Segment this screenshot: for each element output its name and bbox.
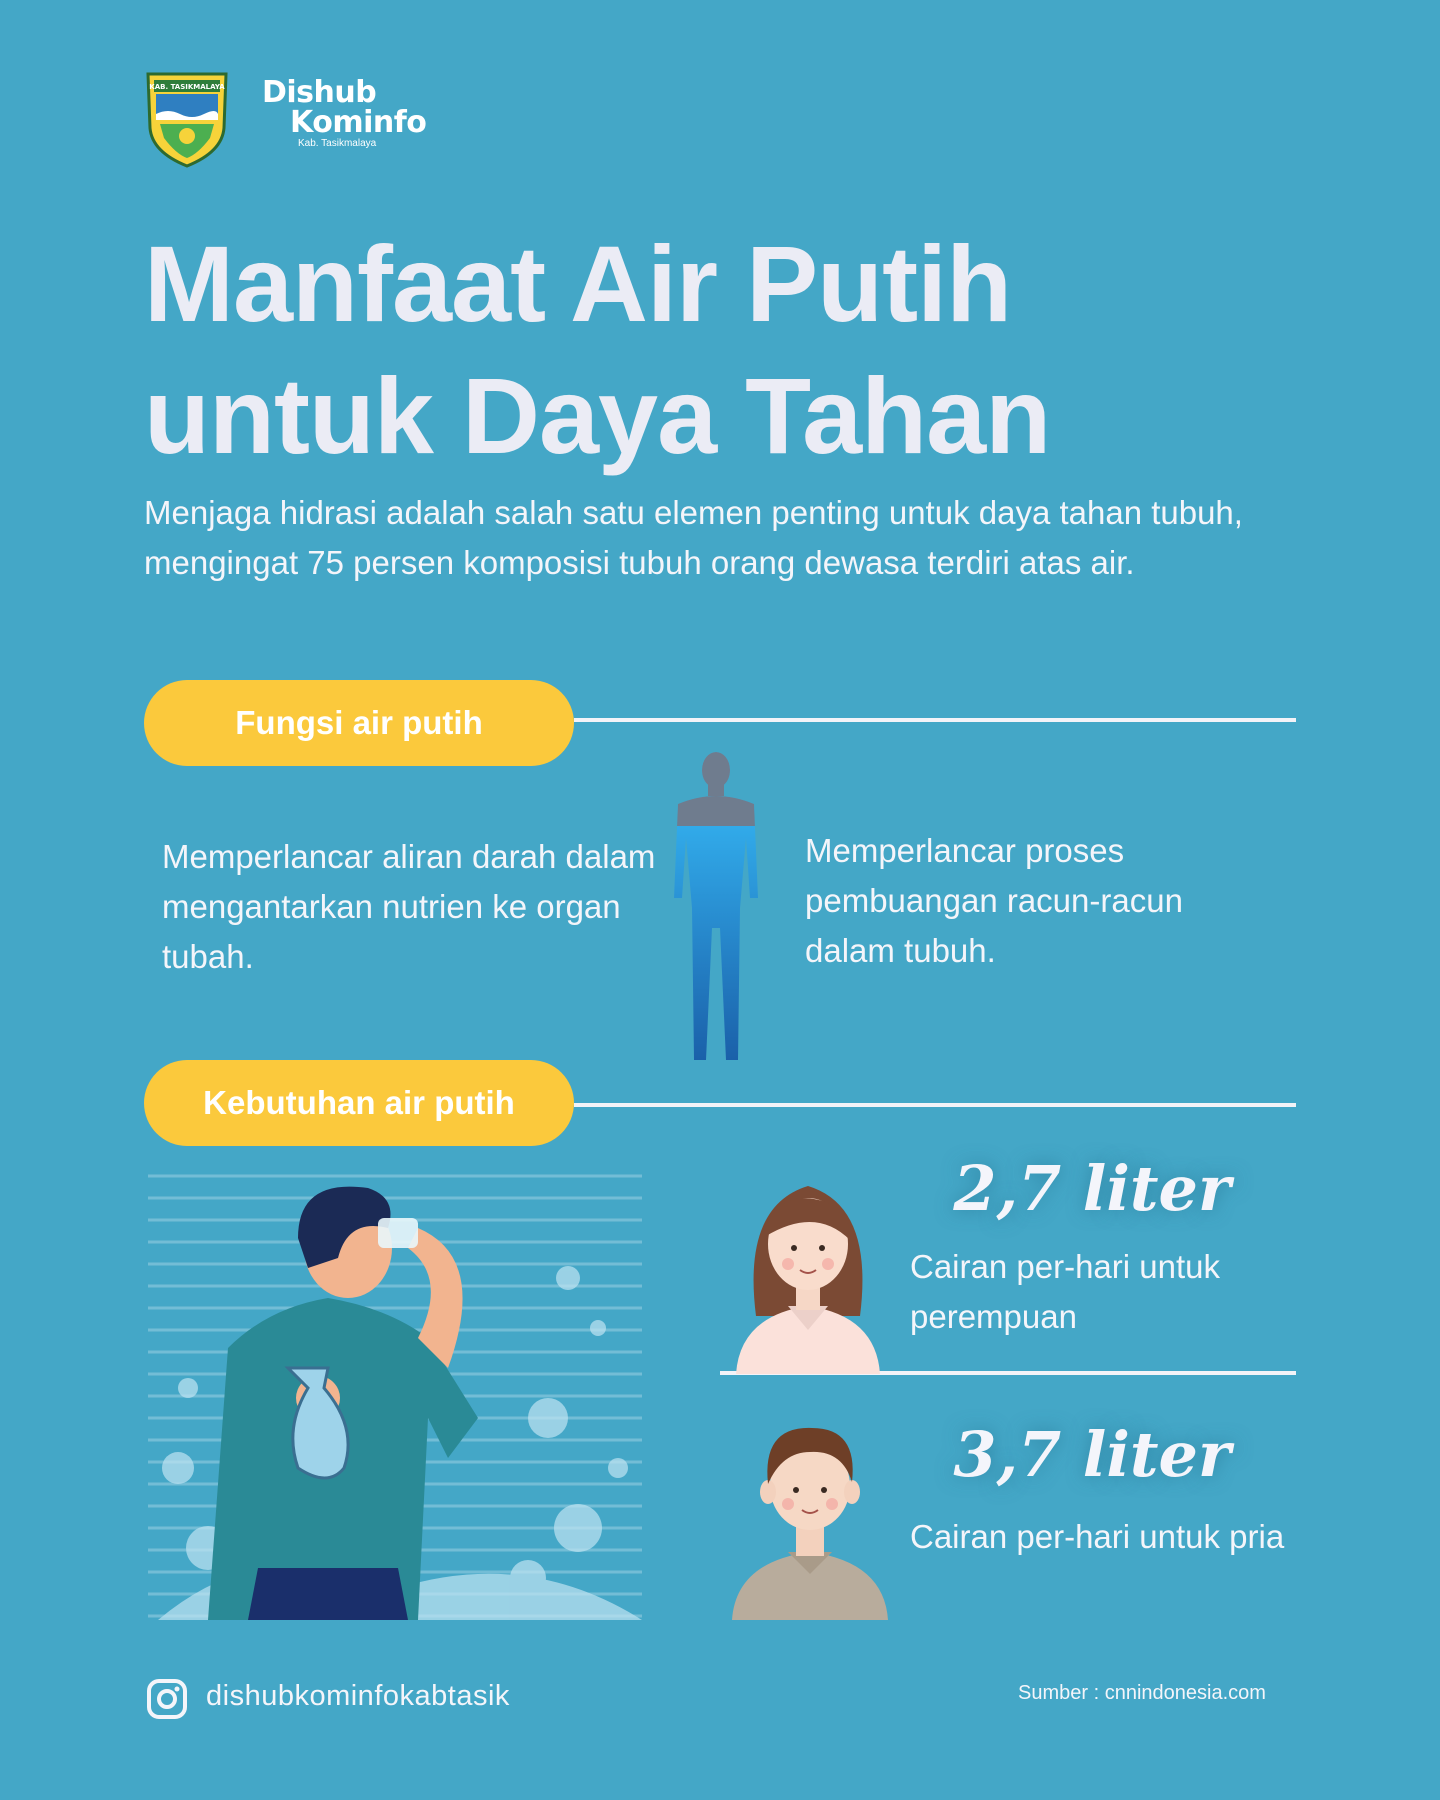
shield-text: KAB. TASIKMALAYA — [149, 83, 225, 91]
section-divider — [574, 1103, 1296, 1107]
human-body-icon — [668, 748, 764, 1064]
women-description: Cairan per-hari untuk perempuan — [910, 1248, 1220, 1335]
instagram-icon[interactable] — [146, 1678, 188, 1720]
man-avatar — [732, 1406, 888, 1620]
title-line-1: Manfaat Air Putih — [144, 223, 1012, 344]
page-title — [144, 218, 1324, 482]
function-text-right: Memperlancar proses pembuangan racun-racun dalam tubuh. — [805, 832, 1183, 969]
section-divider — [574, 718, 1296, 722]
women-liters: 2,7 liter — [953, 1152, 1231, 1225]
dishub-kominfo-logo — [262, 75, 427, 149]
function-text-left: Memperlancar aliran darah dalam mengantarkan nutrien ke organ tubah. — [162, 838, 656, 975]
intro-paragraph: Menjaga hidrasi adalah salah satu elemen penting untuk daya tahan tubuh, mengingat 75 persen komposisi tubuh orang dewasa terdiri atas air. — [144, 494, 1243, 581]
woman-avatar — [736, 1166, 880, 1374]
instagram-handle[interactable]: dishubkominfokabtasik — [206, 1680, 510, 1712]
brand-line2: Kominfo — [290, 105, 427, 140]
source-credit: Sumber : cnnindonesia.com — [1018, 1682, 1266, 1704]
section-label-fungsi: Fungsi air putih — [144, 680, 574, 766]
men-description: Cairan per-hari untuk pria — [910, 1518, 1285, 1555]
brand-line1: Dishub — [262, 75, 377, 110]
regency-shield-logo — [144, 68, 230, 168]
title-line-2: untuk Daya Tahan — [144, 355, 1051, 476]
brand-subtitle: Kab. Tasikmalaya — [298, 138, 377, 149]
section-label-kebutuhan: Kebutuhan air putih — [144, 1060, 574, 1146]
men-liters: 3,7 liter — [953, 1418, 1231, 1491]
man-drinking-water-illustration — [148, 1168, 642, 1620]
